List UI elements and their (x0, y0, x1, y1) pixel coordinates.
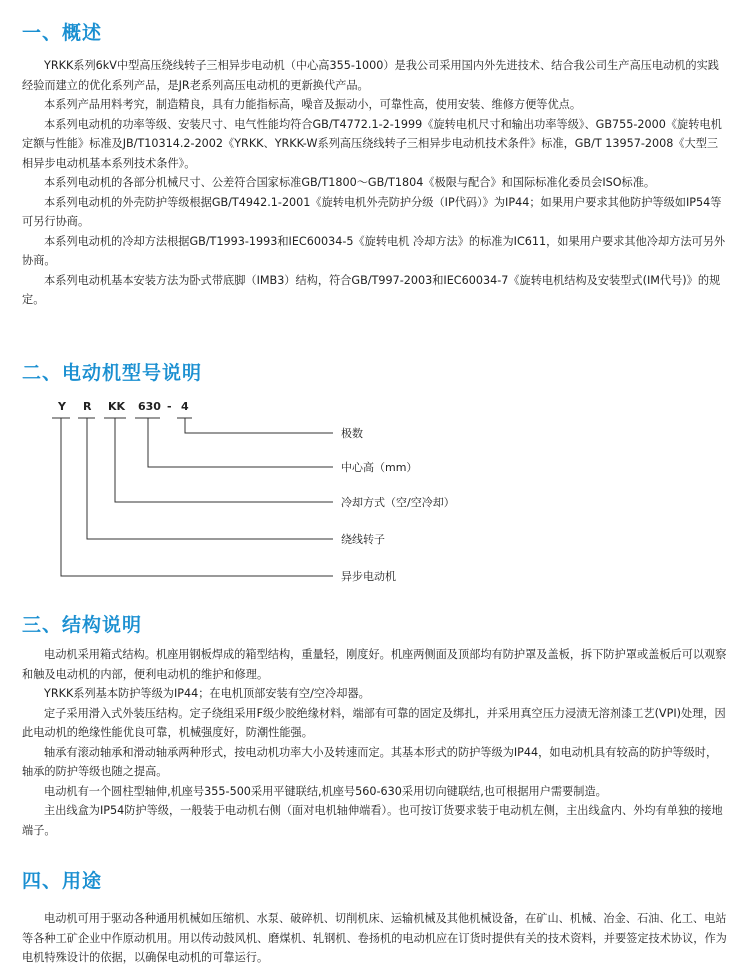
explanation-poles: 极数 (341, 427, 363, 440)
paragraph: 本系列电动机的功率等级、安装尺寸、电气性能均符合GB/T4772.1-2-1999《旋转电机尺寸和输出功率等级》、GB755-2000《旋转电机 定额与性能》标准及JB/T10314.2-2002《YRKK、YRKK-W系列高压绕线转子三相异步电动机技术条件》标准，GB/T 13957-2008《大型三相异步电动机基本系列技术条件》。 (22, 117, 722, 170)
section-title-structure: 三、结构说明 (22, 614, 143, 636)
paragraph: YRKK系列基本防护等级为IP44；在电机顶部安装有空/空冷却器。 (44, 687, 370, 700)
paragraph: 主出线盒为IP54防护等级，一般装于电动机右侧（面对电机轴伸端看）。也可按订货要求装于电动机左侧，主出线盒内、外均有单独的接地端子。 (22, 804, 723, 837)
explanation-wound-rotor: 绕线转子 (341, 533, 385, 546)
code-part-poles: 4 (181, 400, 189, 413)
paragraph: 电动机采用箱式结构。机座用钢板焊成的箱型结构，重量轻，刚度好。机座两侧面及顶部均有防护罩及盖板，拆下防护罩或盖板后可以观察和触及电动机的内部，便利电动机的维护和修理。 (22, 648, 727, 681)
section-title-usage: 四、用途 (22, 870, 103, 892)
paragraph: 本系列电动机的外壳防护等级根据GB/T4942.1-2001《旋转电机外壳防护分级（IP代码）》为IP44；如果用户要求其他防护等级如IP54等可另行协商。 (22, 195, 722, 228)
explanation-cooling: 冷却方式（空/空冷却） (341, 496, 455, 509)
paragraph: 轴承有滚动轴承和滑动轴承两种形式，按电动机功率大小及转速而定。其基本形式的防护等级为IP44，如电动机具有较高的防护等级时，轴承的防护等级也随之提高。 (22, 745, 718, 778)
leader-async-motor (61, 418, 333, 576)
explanation-async-motor: 异步电动机 (341, 570, 396, 583)
section-title-model: 二、电动机型号说明 (22, 362, 203, 384)
explanation-center-height: 中心高（mm） (341, 461, 418, 474)
paragraph: 电动机有一个圆柱型轴伸,机座号355-500采用平键联结,机座号560-630采用切向键联结,也可根据用户需要制造。 (44, 784, 607, 798)
code-part-r: R (83, 400, 92, 413)
paragraph: 本系列产品用料考究，制造精良，具有力能指标高，噪音及振动小，可靠性高，使用安装、维修方便等优点。 (44, 98, 582, 111)
section-title-overview: 一、概述 (22, 22, 103, 44)
structure-text (22, 645, 728, 840)
paragraph: 电动机可用于驱动各种通用机械如压缩机、水泵、破碎机、切削机床、运输机械及其他机械设备，在矿山、机械、冶金、石油、化工、电站等各种工矿企业中作原动机用。用以传动鼓风机、磨煤机、轧钢机、卷扬机的电动机应在订货时提供有关的技术资料，并要签定技术协议，作为电机特殊设计的依据，以确保电动机的可靠运行。 (22, 912, 727, 964)
paragraph: YRKK系列6kV中型高压绕线转子三相异步电动机（中心高355-1000）是我公司采用国内外先进技术、结合我公司生产高压电动机的实践经验而建立的优化系列产品，是JR老系列高压电动机的更新换代产品。 (22, 59, 719, 92)
leader-poles (185, 418, 333, 433)
code-part-y: Y (58, 400, 66, 413)
paragraph: 本系列电动机的各部分机械尺寸、公差符合国家标准GB/T1800～GB/T1804《极限与配合》和国际标准化委员会ISO标准。 (44, 176, 656, 189)
usage-text (22, 909, 728, 968)
code-part-size: 630 (138, 400, 161, 413)
paragraph: 本系列电动机的冷却方法根据GB/T1993-1993和IEC60034-5《旋转电机 冷却方法》的标准为IC611，如果用户要求其他冷却方法可另外协商。 (22, 234, 726, 267)
paragraph: 定子采用滑入式外装压结构。定子绕组采用F级少胶绝缘材料，端部有可靠的固定及绑扎，并采用真空压力浸渍无溶剂漆工艺(VPI)处理，因此电动机的绝缘性能优良可靠，机械强度好，防潮性能强。 (22, 706, 726, 739)
leader-wound-rotor (87, 418, 333, 539)
code-part-dash: - (167, 400, 172, 413)
leader-center-height (148, 418, 333, 467)
paragraph: 本系列电动机基本安装方法为卧式带底脚（IMB3）结构，符合GB/T997-2003和IEC60034-7《旋转电机结构及安装型式(IM代号)》的规定。 (22, 273, 721, 306)
code-part-kk: KK (108, 400, 126, 413)
